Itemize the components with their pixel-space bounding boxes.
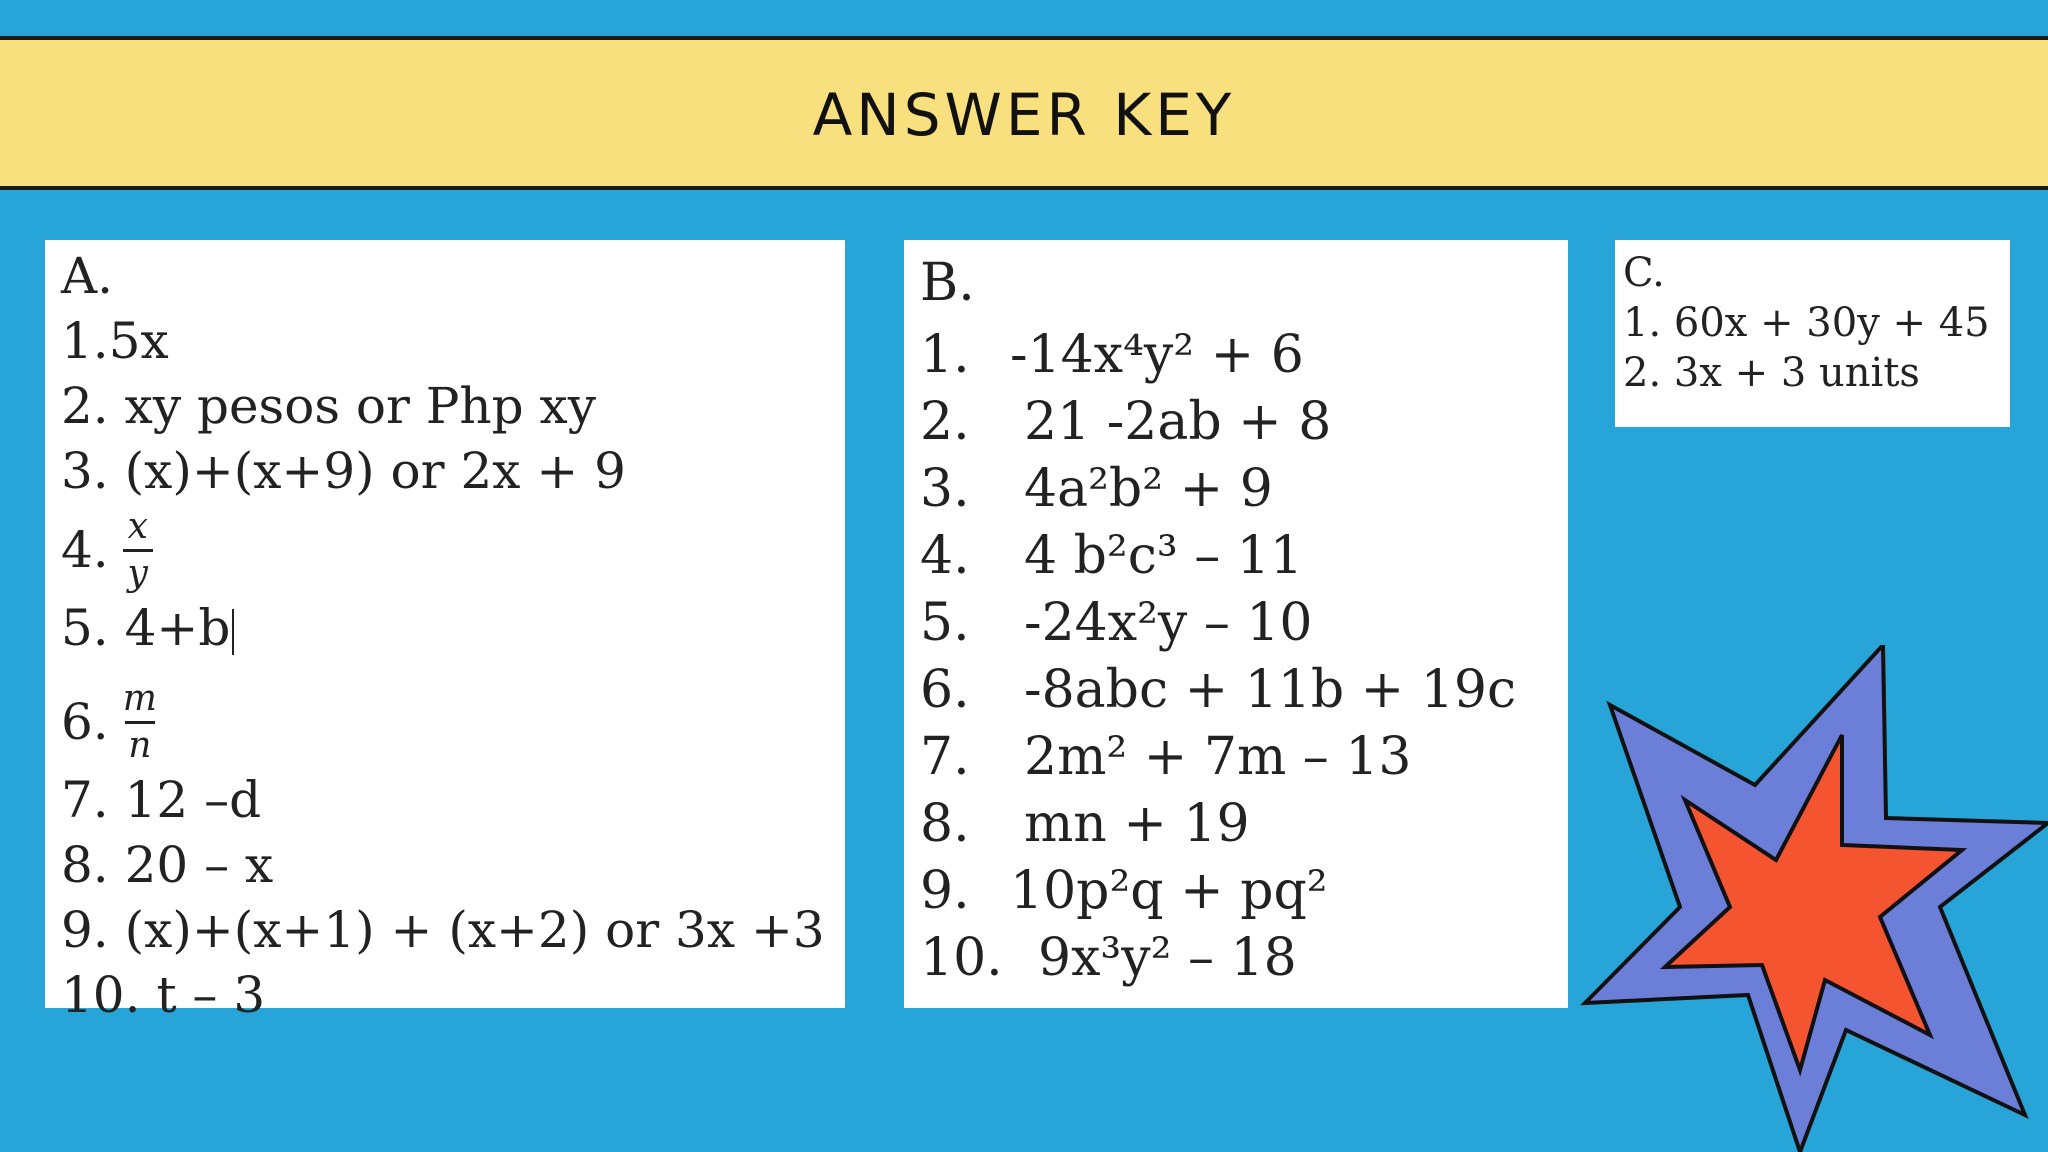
answer-a-7: 7. 12 –d bbox=[61, 771, 262, 829]
section-a-heading: A. bbox=[61, 247, 114, 305]
page-title: ANSWER KEY bbox=[812, 81, 1236, 149]
answer-b-4: 4. 4 b²c³ – 11 bbox=[920, 526, 1303, 586]
answer-c-2: 2. 3x + 3 units bbox=[1623, 350, 1920, 396]
text-cursor bbox=[232, 609, 234, 655]
title-banner bbox=[0, 36, 2048, 190]
answer-b-10: 10. 9x³y² – 18 bbox=[920, 928, 1297, 988]
answer-b-2: 2. 21 -2ab + 8 bbox=[920, 392, 1332, 452]
answer-a-6: 6. $\frac{m}{n}$ bbox=[61, 677, 157, 766]
answer-b-6: 6. -8abc + 11b + 19c bbox=[920, 660, 1517, 720]
answer-a-8: 8. 20 – x bbox=[61, 836, 274, 894]
answer-b-1: 1. -14x⁴y² + 6 bbox=[920, 325, 1304, 385]
answer-a-4: 4. $\frac{x}{y}$ bbox=[61, 504, 845, 596]
section-b-card bbox=[904, 240, 1568, 1008]
fraction-m-over-n: $\frac{m}{n}$ bbox=[122, 677, 157, 766]
answer-a-5: 5. 4+b bbox=[61, 596, 845, 676]
section-b-heading: B. bbox=[920, 253, 975, 313]
answer-a-10: 10. t – 3 bbox=[61, 966, 266, 1024]
answer-b-5: 5. -24x²y – 10 bbox=[920, 593, 1313, 653]
section-a-card bbox=[45, 240, 845, 1024]
answer-b-3: 3. 4a²b² + 9 bbox=[920, 459, 1273, 519]
answer-a-3: 3. (x)+(x+9) or 2x + 9 bbox=[61, 442, 626, 500]
fraction-x-over-y: $\frac{x}{y}$ bbox=[123, 508, 153, 593]
section-c-heading: C. bbox=[1623, 250, 1665, 296]
answer-b-9: 9. 10p²q + pq² bbox=[920, 861, 1328, 921]
answer-a-9: 9. (x)+(x+1) + (x+2) or 3x +3 bbox=[61, 901, 825, 959]
answer-b-7: 7. 2m² + 7m – 13 bbox=[920, 727, 1412, 787]
star-icon bbox=[1580, 645, 2048, 1152]
answer-a-1: 1.5x bbox=[61, 312, 169, 370]
section-c-card bbox=[1615, 240, 2010, 427]
answer-c-1: 1. 60x + 30y + 45 bbox=[1623, 300, 1990, 346]
answer-b-8: 8. mn + 19 bbox=[920, 794, 1250, 854]
answer-a-2: 2. xy pesos or Php xy bbox=[61, 377, 596, 435]
